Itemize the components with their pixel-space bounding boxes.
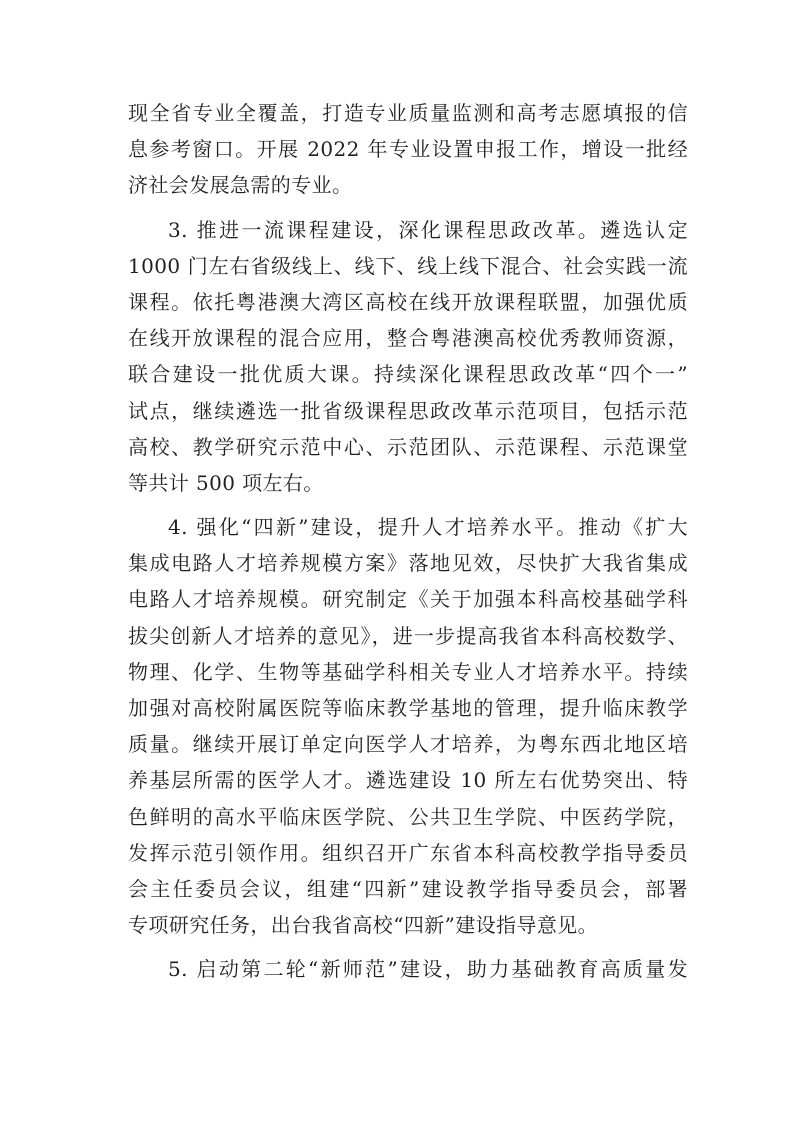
text-line: 高校、教学研究示范中心、示范团队、示范课程、示范课堂: [128, 434, 688, 459]
text-line: 息参考窗口。开展 2022 年专业设置申报工作，增设一批经: [128, 137, 688, 162]
paragraph-item-5: [128, 951, 688, 987]
text-line: 电路人才培养规模。研究制定《关于加强本科高校基础学科: [128, 587, 688, 612]
text-line: 济社会发展急需的专业。: [128, 173, 353, 198]
text-line: 质量。继续开展订单定向医学人才培养，为粤东西北地区培: [128, 732, 688, 757]
document-body: [128, 95, 688, 988]
text-line: 加强对高校附属医院等临床教学基地的管理，提升临床教学: [128, 696, 688, 720]
text-line: 发挥示范引领作用。组织召开广东省本科高校教学指导委员: [128, 840, 688, 865]
text-line: 试点，继续遴选一批省级课程思政改革示范项目，包括示范: [128, 398, 688, 423]
text-line: 4. 强化“四新”建设，提升人才培养水平。推动《扩大: [168, 515, 688, 540]
paragraph-continuation: [128, 95, 688, 204]
text-line: 课程。依托粤港澳大湾区高校在线开放课程联盟，加强优质: [128, 289, 688, 314]
text-line: 1000 门左右省级线上、线下、线上线下混合、社会实践一流: [128, 253, 688, 278]
text-line: 会主任委员会议，组建“四新”建设教学指导委员会，部署: [128, 876, 688, 901]
text-line: 物理、化学、生物等基础学科相关专业人才培养水平。持续: [128, 659, 688, 684]
text-line: 专项研究任务，出台我省高校“四新”建设指导意见。: [128, 913, 599, 938]
text-line: 联合建设一批优质大课。持续深化课程思政改革“四个一”: [128, 362, 688, 387]
text-line: 5. 启动第二轮“新师范”建设，助力基础教育高质量发: [168, 957, 688, 982]
paragraph-item-4: [128, 509, 688, 943]
text-line: 集成电路人才培养规模方案》落地见效，尽快扩大我省集成: [128, 551, 688, 576]
paragraph-item-3: [128, 212, 688, 502]
text-line: 等共计 500 项左右。: [128, 470, 324, 495]
text-line: 色鲜明的高水平临床医学院、公共卫生学院、中医药学院，: [128, 804, 688, 829]
text-line: 养基层所需的医学人才。遴选建设 10 所左右优势突出、特: [128, 768, 688, 793]
text-line: 拔尖创新人才培养的意见》，进一步提高我省本科高校数学、: [128, 623, 688, 648]
text-line: 现全省专业全覆盖，打造专业质量监测和高考志愿填报的信: [128, 101, 688, 125]
text-line: 在线开放课程的混合应用，整合粤港澳高校优秀教师资源，: [128, 326, 688, 351]
text-line: 3. 推进一流课程建设，深化课程思政改革。遴选认定: [168, 217, 688, 242]
